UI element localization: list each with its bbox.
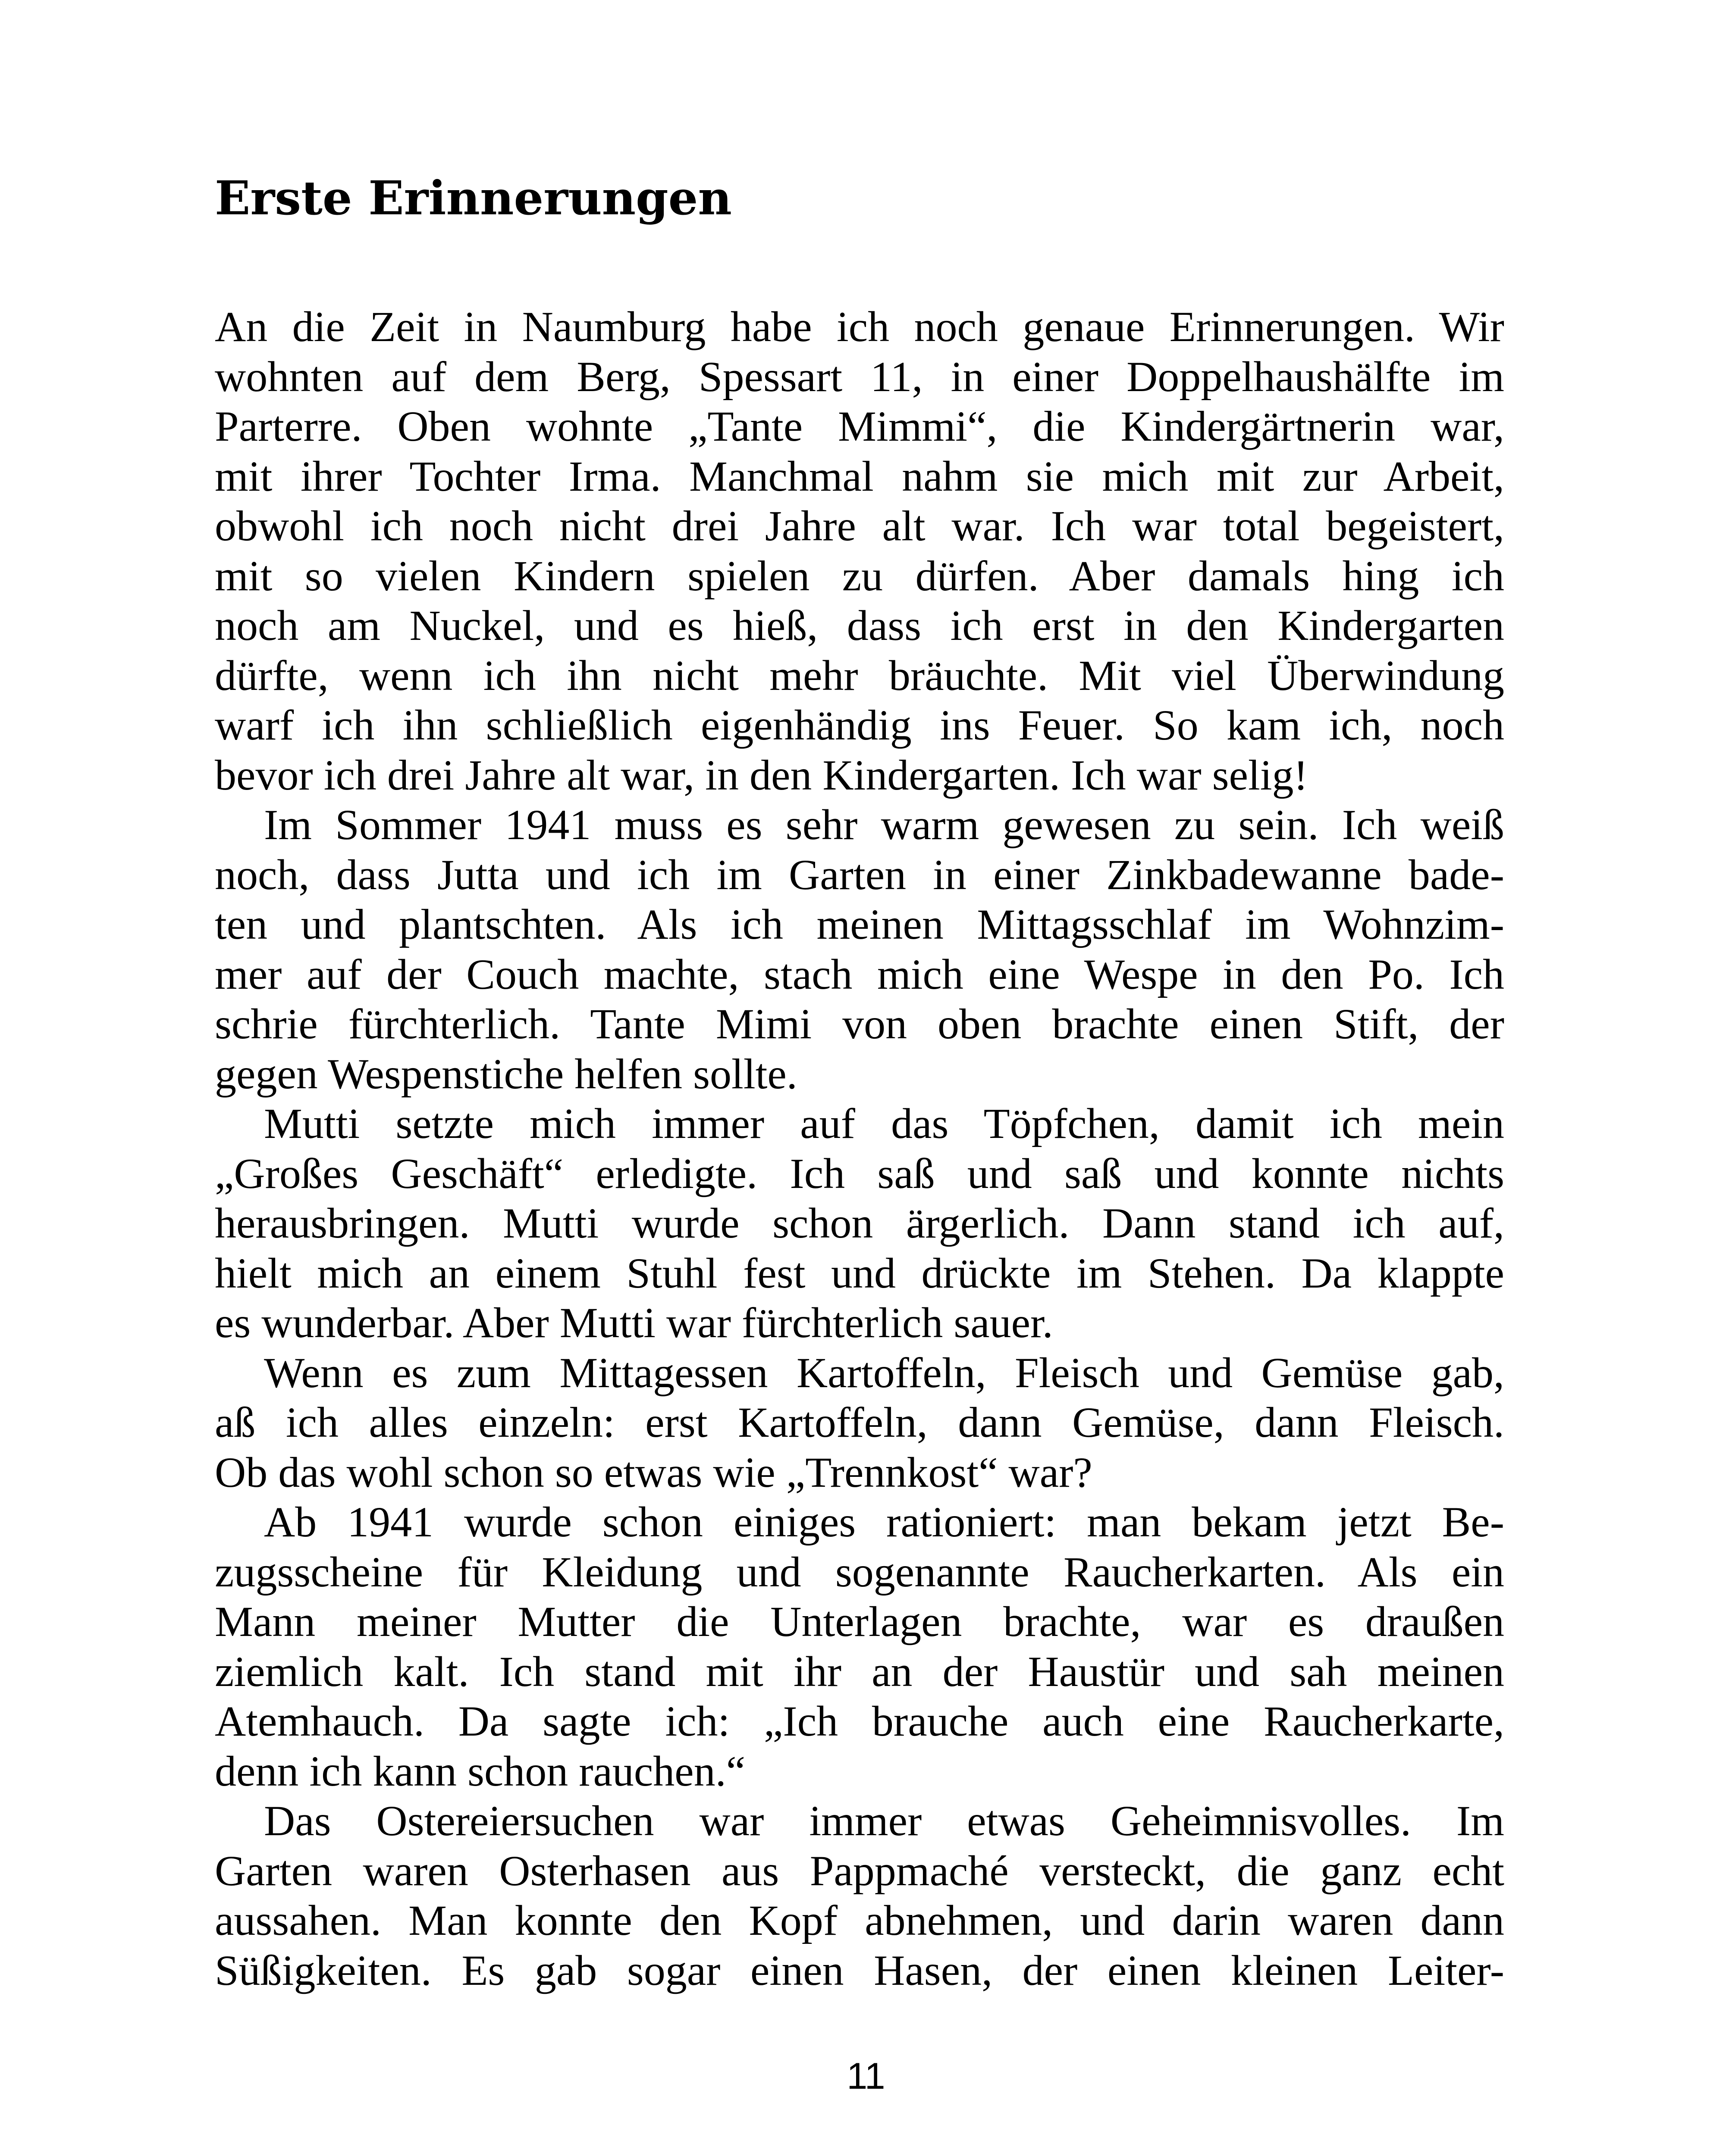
paragraph bbox=[215, 302, 1504, 800]
text-line: Mann meiner Mutter die Unterlagen brachte, war es draußen bbox=[215, 1598, 1504, 1645]
text-line: bevor ich drei Jahre alt war, in den Kindergarten. Ich war selig! bbox=[215, 751, 1308, 799]
text-line: gegen Wespenstiche helfen sollte. bbox=[215, 1050, 797, 1098]
paragraph bbox=[215, 1099, 1504, 1348]
text-line: noch am Nuckel, und es hieß, dass ich erst in den Kindergarten bbox=[215, 602, 1504, 649]
text-line: Süßigkeiten. Es gab sogar einen Hasen, der einen kleinen Leiter- bbox=[215, 1946, 1504, 1994]
text-line: Mutti setzte mich immer auf das Töpfchen, damit ich mein bbox=[264, 1100, 1504, 1147]
text-line: wohnten auf dem Berg, Spessart 11, in einer Doppelhaushälfte im bbox=[215, 352, 1504, 401]
text-line: es wunderbar. Aber Mutti war fürchterlich sauer. bbox=[215, 1299, 1053, 1347]
text-line: schrie fürchterlich. Tante Mimi von oben brachte einen Stift, der bbox=[215, 1000, 1504, 1048]
text-line: Ob das wohl schon so etwas wie „Trennkost“ war? bbox=[215, 1448, 1092, 1496]
text-line: ten und plantschten. Als ich meinen Mittagsschlaf im Wohnzim- bbox=[215, 900, 1504, 948]
text-line: „Großes Geschäft“ erledigte. Ich saß und saß und konnte nichts bbox=[215, 1149, 1504, 1197]
text-line: Atemhauch. Da sagte ich: „Ich brauche auch eine Raucherkarte, bbox=[215, 1697, 1504, 1745]
paragraph bbox=[215, 1796, 1504, 1995]
text-line: aß ich alles einzeln: erst Kartoffeln, dann Gemüse, dann Fleisch. bbox=[215, 1398, 1504, 1446]
text-line: Parterre. Oben wohnte „Tante Mimmi“, die Kindergärtnerin war, bbox=[215, 402, 1504, 450]
text-line: dürfte, wenn ich ihn nicht mehr bräuchte. Mit viel Überwindung bbox=[215, 651, 1504, 699]
text-line: Ab 1941 wurde schon einiges rationiert: man bekam jetzt Be- bbox=[264, 1498, 1504, 1546]
text-line: Im Sommer 1941 muss es sehr warm gewesen zu sein. Ich weiß bbox=[264, 801, 1504, 849]
text-line: warf ich ihn schließlich eigenhändig ins Feuer. So kam ich, noch bbox=[215, 701, 1504, 749]
body-text bbox=[215, 302, 1504, 1995]
text-line: hielt mich an einem Stuhl fest und drückte im Stehen. Da klappte bbox=[215, 1249, 1504, 1297]
text-line: Garten waren Osterhasen aus Pappmaché versteckt, die ganz echt bbox=[215, 1846, 1504, 1895]
text-line: zugsscheine für Kleidung und sogenannte Raucherkarten. Als ein bbox=[215, 1548, 1504, 1596]
text-line: obwohl ich noch nicht drei Jahre alt war. Ich war total begeistert, bbox=[215, 502, 1504, 550]
text-line: denn ich kann schon rauchen.“ bbox=[215, 1747, 746, 1795]
chapter-title: Erste Erinnerungen bbox=[215, 171, 732, 226]
text-line: mer auf der Couch machte, stach mich eine Wespe in den Po. Ich bbox=[215, 950, 1504, 998]
paragraph bbox=[215, 800, 1504, 1099]
text-line: Wenn es zum Mittagessen Kartoffeln, Fleisch und Gemüse gab, bbox=[264, 1348, 1504, 1397]
paragraph bbox=[215, 1348, 1504, 1498]
text-line: ziemlich kalt. Ich stand mit ihr an der Haustür und sah meinen bbox=[215, 1647, 1504, 1695]
text-line: An die Zeit in Naumburg habe ich noch genaue Erinnerungen. Wir bbox=[215, 303, 1504, 351]
paragraph bbox=[215, 1497, 1504, 1796]
page-number: 11 bbox=[847, 2056, 885, 2097]
text-line: aussahen. Man konnte den Kopf abnehmen, und darin waren dann bbox=[215, 1896, 1504, 1944]
text-line: noch, dass Jutta und ich im Garten in einer Zinkbadewanne bade- bbox=[215, 850, 1504, 899]
text-line: Das Ostereiersuchen war immer etwas Geheimnisvolles. Im bbox=[264, 1797, 1504, 1845]
text-line: herausbringen. Mutti wurde schon ärgerlich. Dann stand ich auf, bbox=[215, 1199, 1504, 1247]
text-line: mit so vielen Kindern spielen zu dürfen. Aber damals hing ich bbox=[215, 552, 1504, 600]
text-line: mit ihrer Tochter Irma. Manchmal nahm sie mich mit zur Arbeit, bbox=[215, 452, 1504, 500]
